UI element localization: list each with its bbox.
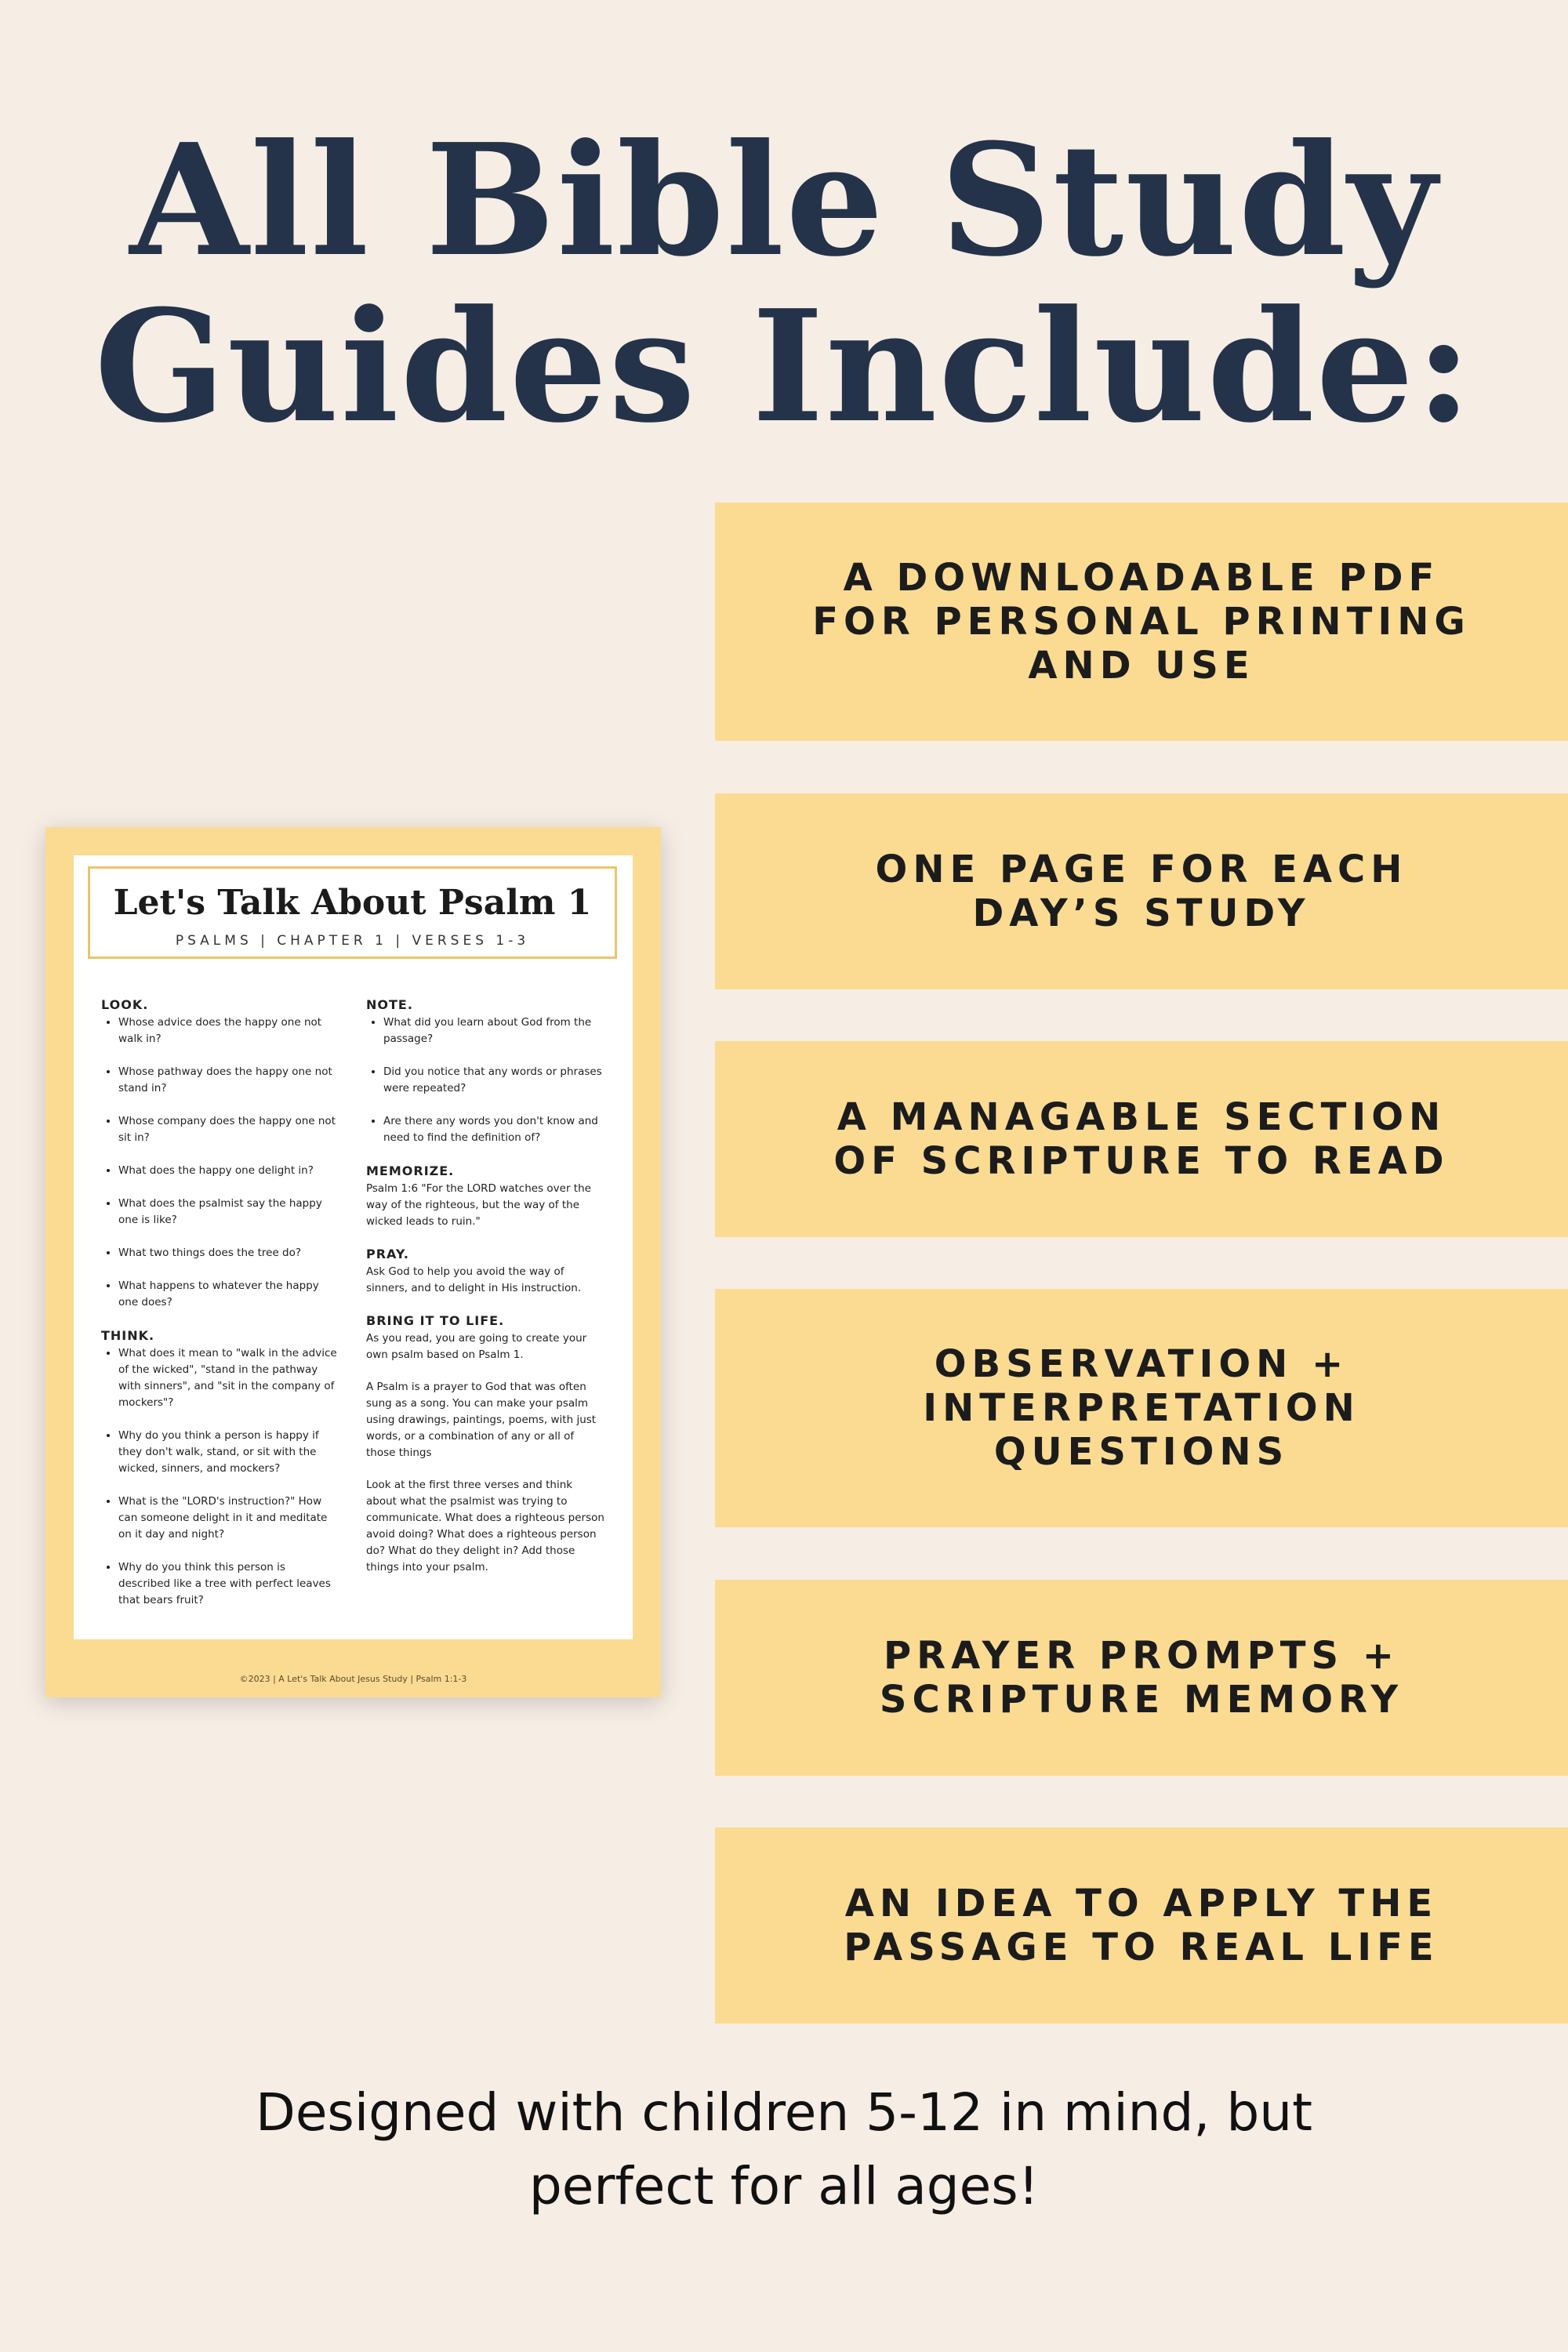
section-heading-memorize: MEMORIZE. xyxy=(366,1163,455,1178)
feature-card-apply xyxy=(715,1828,1568,2024)
feature-label: PRAYER PROMPTS + SCRIPTURE MEMORY xyxy=(879,1634,1404,1722)
list-item: • Whose company does the happy one not sit in? xyxy=(118,1113,340,1146)
feature-label: AN IDEA TO APPLY THE PASSAGE TO REAL LIFE xyxy=(844,1882,1439,1969)
list-item: • What does the psalmist say the happy one is like? xyxy=(118,1196,340,1229)
memorize-text: Psalm 1:6 "For the LORD watches over the way of the righteous, but the way of the wicked leads to ruin." xyxy=(366,1182,591,1228)
list-item: • What did you learn about God from the passage? xyxy=(383,1014,605,1047)
tagline-line-1: Designed with children 5-12 in mind, but xyxy=(256,2082,1312,2143)
tagline xyxy=(0,2076,1568,2223)
bring-paragraph-3: Look at the first three verses and think about what the psalmist was trying to communicate. What does a righteous person avoid doing? What does a righteous person do? What do they delight in? Add those things into your psalm. xyxy=(366,1479,604,1573)
look-question-list xyxy=(101,1014,340,1311)
list-item: • What does it mean to "walk in the advice of the wicked", "stand in the pathway with sinners", and "sit in the company of mockers"? xyxy=(118,1345,340,1411)
worksheet-subtitle: PSALMS | CHAPTER 1 | VERSES 1-3 xyxy=(175,933,530,949)
section-heading-note: NOTE. xyxy=(366,997,413,1012)
list-item: • Why do you think this person is described like a tree with perfect leaves that bears fruit? xyxy=(118,1559,340,1609)
feature-label: A DOWNLOADABLE PDF FOR PERSONAL PRINTING AND USE xyxy=(812,556,1471,688)
section-heading-bring-it-to-life: BRING IT TO LIFE. xyxy=(366,1313,505,1328)
feature-card-scripture-section xyxy=(715,1041,1568,1237)
section-heading-pray: PRAY. xyxy=(366,1247,409,1261)
worksheet-footer: ©2023 | A Let's Talk About Jesus Study | Psalm 1:1-3 xyxy=(239,1674,467,1684)
list-item: • Whose advice does the happy one not walk in? xyxy=(118,1014,340,1047)
feature-card-questions xyxy=(715,1289,1568,1527)
pray-text: Ask God to help you avoid the way of sinners, and to delight in His instruction. xyxy=(366,1265,582,1294)
bring-paragraph-2: A Psalm is a prayer to God that was often sung as a song. You can make your psalm using drawings, paintings, poems, with just words, or a combination of any or all of those things xyxy=(366,1381,597,1459)
page-title-line-2: Guides Include: xyxy=(94,277,1474,457)
page-title xyxy=(0,111,1568,457)
worksheet-preview xyxy=(45,827,661,1697)
worksheet-page xyxy=(74,855,633,1639)
list-item: • What happens to whatever the happy one does? xyxy=(118,1278,340,1311)
feature-label: OBSERVATION + INTERPRETATION QUESTIONS xyxy=(923,1342,1360,1474)
section-heading-look: LOOK. xyxy=(101,997,149,1012)
worksheet-title-box xyxy=(88,866,617,959)
feature-label: ONE PAGE FOR EACH DAY’S STUDY xyxy=(875,848,1408,935)
worksheet-right-column xyxy=(366,996,605,1592)
feature-card-one-page xyxy=(715,793,1568,989)
bring-paragraph-1: As you read, you are going to create your own psalm based on Psalm 1. xyxy=(366,1332,587,1361)
note-question-list xyxy=(366,1014,605,1146)
worksheet-left-column xyxy=(101,996,340,1625)
list-item: • Whose pathway does the happy one not stand in? xyxy=(118,1064,340,1097)
think-question-list xyxy=(101,1345,340,1609)
list-item: • Did you notice that any words or phrases were repeated? xyxy=(383,1064,605,1097)
list-item: • What is the "LORD's instruction?" How can someone delight in it and meditate on it day and night? xyxy=(118,1494,340,1543)
worksheet-title: Let's Talk About Psalm 1 xyxy=(113,883,592,923)
section-heading-think: THINK. xyxy=(101,1328,155,1343)
tagline-line-2: perfect for all ages! xyxy=(528,2156,1040,2216)
list-item: • What two things does the tree do? xyxy=(118,1245,340,1261)
list-item: • Are there any words you don't know and need to find the definition of? xyxy=(383,1113,605,1146)
feature-card-pdf xyxy=(715,503,1568,741)
list-item: • Why do you think a person is happy if they don't walk, stand, or sit with the wicked, sinners, and mockers? xyxy=(118,1428,340,1477)
feature-label: A MANAGABLE SECTION OF SCRIPTURE TO READ xyxy=(833,1095,1450,1183)
page-title-line-1: All Bible Study xyxy=(129,111,1439,291)
feature-card-prayer xyxy=(715,1580,1568,1776)
list-item: • What does the happy one delight in? xyxy=(118,1163,340,1179)
